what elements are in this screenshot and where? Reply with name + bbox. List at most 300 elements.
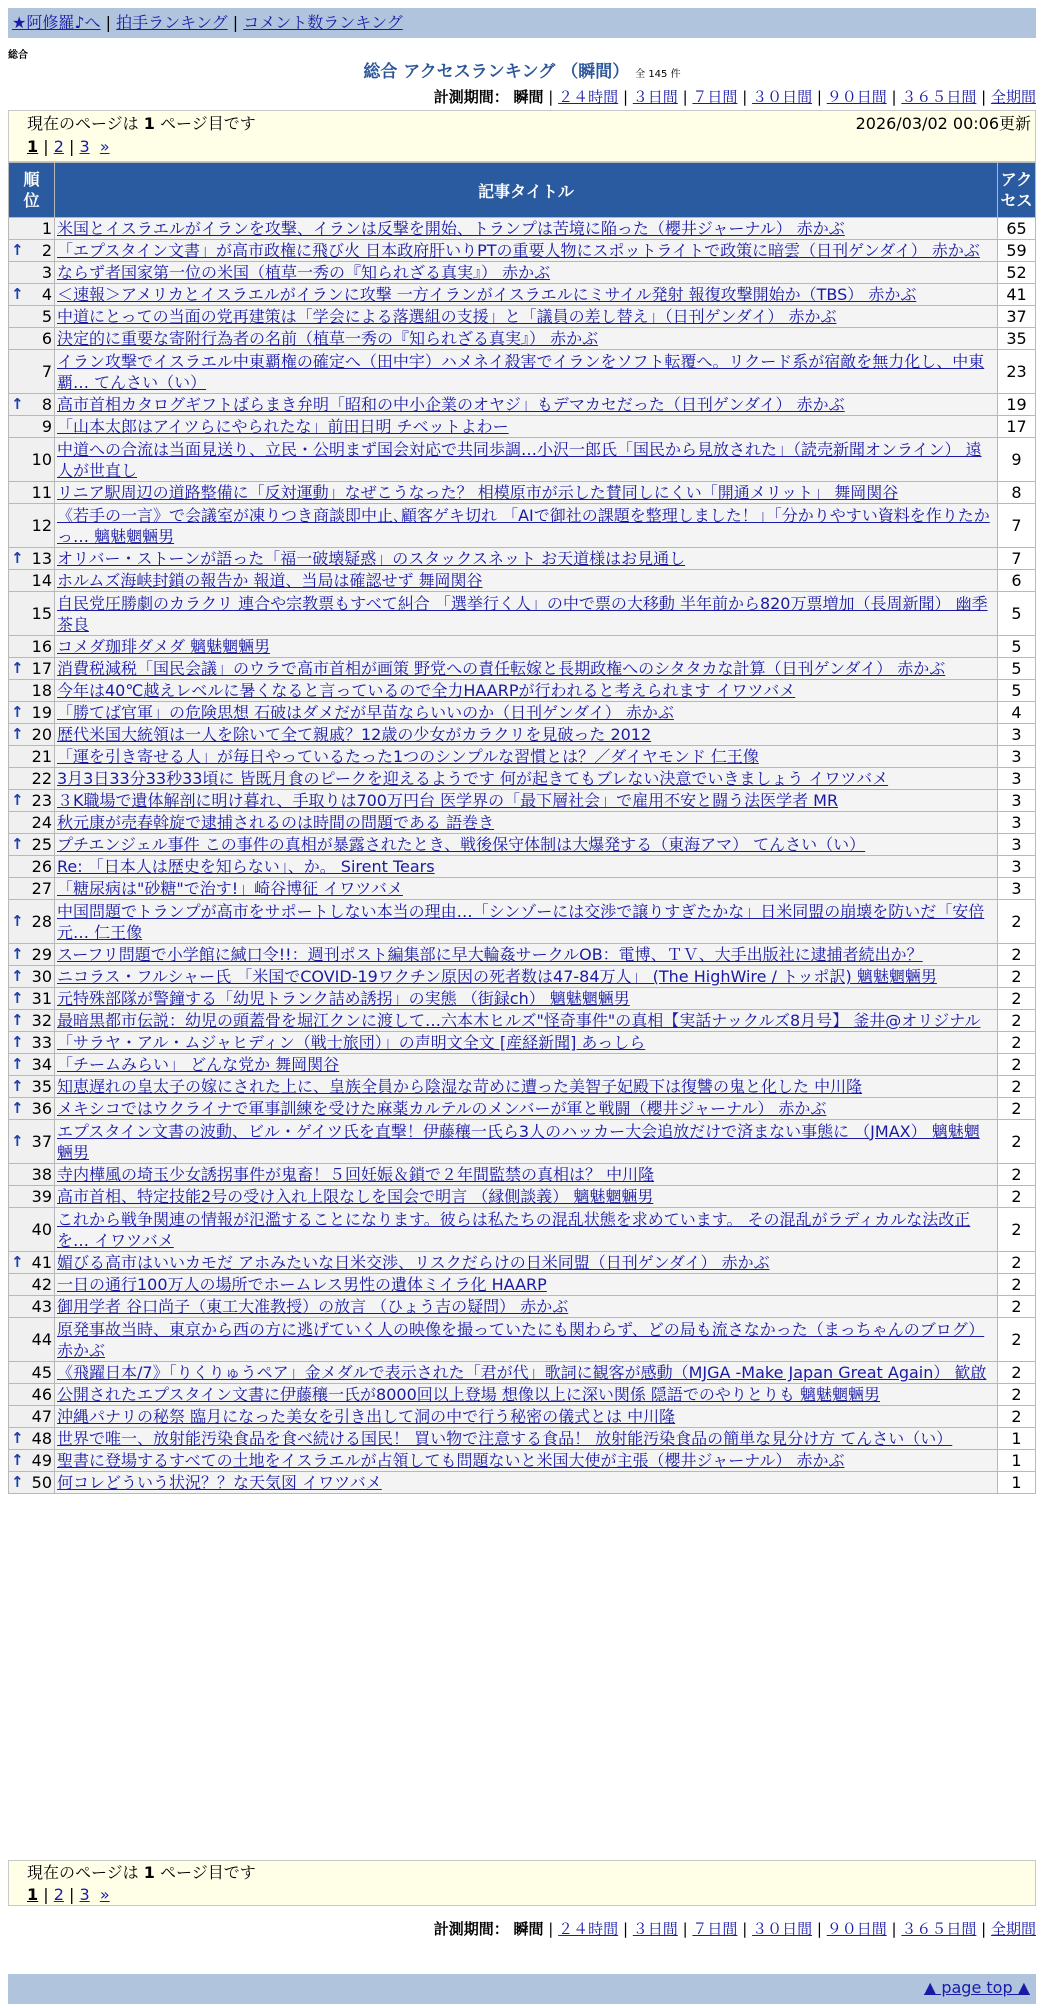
rank-number: 21 [31,747,52,766]
up-arrow-icon: ↑ [11,1253,24,1271]
rank-cell [9,284,55,306]
title-cell [55,240,998,262]
nav-separator: | [105,13,112,32]
access-count: 2 [998,1406,1036,1428]
period-separator: | [981,88,987,106]
rank-number: 32 [31,1011,52,1030]
access-count: 2 [998,966,1036,988]
page-info-text [27,113,256,135]
rank-number: 3 [41,263,52,282]
table-row [9,1472,1036,1494]
article-title-link[interactable]: 沖縄パナリの秘祭 臨月になった美女を引き出して洞の中で行う秘密の儀式とは 中川隆 [57,1407,676,1426]
article-title-link[interactable]: オリバー・ストーンが語った「福一破壊疑惑」のスタックスネット お天道様はお見通し [57,549,686,568]
rank-cell [9,438,55,482]
table-row [9,768,1036,790]
rank-cell [9,1450,55,1472]
rank-number: 25 [31,835,52,854]
pager-next-link[interactable]: » [99,1885,110,1904]
access-count: 4 [998,702,1036,724]
period-option-link[interactable]: ７日間 [692,88,738,106]
total-count: 全 145 件 [635,69,681,80]
rank-cell [9,1406,55,1428]
up-arrow-icon: ↑ [11,1099,24,1117]
article-title-link[interactable]: 世界で唯一、放射能汚染食品を食べ続ける国民！ 買い物で注意する食品！ 放射能汚染食品の簡単な見分け方 てんさい（い） [57,1429,953,1448]
table-row [9,702,1036,724]
section-label: 総合 [8,50,28,61]
pager-link[interactable]: 2 [53,1885,64,1904]
access-count: 1 [998,1472,1036,1494]
access-count: 2 [998,1054,1036,1076]
article-title-link[interactable]: コメダ珈琲ダメダ 魑魅魍魎男 [57,637,271,656]
rank-cell [9,262,55,284]
article-title-link[interactable]: 高市首相、特定技能2号の受け入れ上限なしを国会で明言 （縁側談義） 魑魅魍魎男 [57,1187,654,1206]
up-arrow-icon: ↑ [11,1473,24,1491]
rank-cell [9,790,55,812]
title-cell [55,1296,998,1318]
access-count: 6 [998,570,1036,592]
access-count: 5 [998,680,1036,702]
title-cell [55,966,998,988]
article-title-link[interactable]: プチエンジェル事件 この事件の真相が暴露されたとき、戦後保守体制は大爆発する（東海アマ） てんさい（い） [57,835,866,854]
page-info-bottom [8,1860,1036,1906]
title-cell [55,482,998,504]
pager-link[interactable]: 3 [79,137,90,156]
rank-number: 40 [31,1220,52,1239]
access-count: 19 [998,394,1036,416]
article-title-link[interactable]: 一日の通行100万人の場所でホームレス男性の遺体ミイラ化 HAARP [57,1275,547,1294]
period-option-link[interactable]: ３６５日間 [901,1920,977,1938]
period-separator: | [742,1920,748,1938]
access-count: 2 [998,944,1036,966]
nav-link-asyura[interactable]: ★阿修羅♪へ [12,13,101,32]
access-count: 1 [998,1450,1036,1472]
up-arrow-icon: ↑ [11,725,24,743]
article-title-link[interactable]: 最暗黒都市伝説：幼児の頭蓋骨を堀江クンに渡して…六本木ヒルズ"怪奇事件"の真相【実話ナックルズ8月号】 釜井@オリジナル [57,1011,981,1030]
title-cell [55,570,998,592]
nav-link-clap-ranking[interactable]: 拍手ランキング [116,13,228,32]
access-count: 5 [998,592,1036,636]
col-header-access: アクセス [998,163,1036,218]
rank-number: 20 [31,725,52,744]
table-row [9,350,1036,394]
article-title-link[interactable]: 公開されたエプスタイン文書に伊藤穰一氏が8000回以上登場 想像以上に深い関係 隠語でのやりとりも 魑魅魍魎男 [57,1385,881,1404]
table-row [9,966,1036,988]
title-cell [55,702,998,724]
pager [27,137,110,157]
access-count: 5 [998,636,1036,658]
period-option-link[interactable]: ２４時間 [558,88,619,106]
rank-number: 5 [41,307,52,326]
up-arrow-icon: ↑ [11,1429,24,1447]
article-title-link[interactable]: 「サラヤ・アル・ムジャヒディン（戦士旅団）」の声明文全文 [産経新聞] あっしら [57,1033,646,1052]
title-cell [55,1186,998,1208]
period-separator: | [981,1920,987,1938]
pager-link[interactable]: 3 [79,1885,90,1904]
article-title-link[interactable]: 秋元康が売春斡旋で逮捕されるのは時間の問題である 語巻き [57,813,495,832]
pager-current: 1 [27,1885,39,1904]
access-count: 2 [998,1362,1036,1384]
title-cell [55,1164,998,1186]
article-title-link[interactable]: 3月3日33分33秒33頃に 皆既月食のピークを迎えるようです 何が起きてもブレない決意でいきましょう イワツバメ [57,769,889,788]
article-title-link[interactable]: ニコラス・フルシャー氏 「米国でCOVID-19ワクチン原因の死者数は47-84万人」 (The HighWire / トッポ訳) 魑魅魍魎男 [57,967,937,986]
nav-separator: | [232,13,239,32]
page-info-suffix: ページ目です [154,1863,256,1882]
table-row [9,878,1036,900]
title-cell [55,1362,998,1384]
rank-number: 16 [31,637,52,656]
rank-cell [9,702,55,724]
up-arrow-icon: ↑ [11,241,24,259]
rank-number: 50 [31,1473,52,1492]
rank-number: 17 [31,659,52,678]
title-cell [55,746,998,768]
rank-number: 38 [31,1165,52,1184]
rank-cell [9,1428,55,1450]
title-cell [55,438,998,482]
table-row [9,1010,1036,1032]
table-row [9,812,1036,834]
up-arrow-icon: ↑ [11,549,24,567]
title-cell [55,1428,998,1450]
rank-number: 13 [31,549,52,568]
period-option-link[interactable]: ７日間 [692,1920,738,1938]
rank-number: 22 [31,769,52,788]
rank-number: 27 [31,879,52,898]
table-row [9,1384,1036,1406]
access-count: 3 [998,768,1036,790]
title-cell [55,856,998,878]
page-info-prefix: 現在のページは [27,1863,144,1882]
article-title-link[interactable]: 寺内樺風の埼玉少女誘拐事件が鬼畜！５回妊娠＆鎖で２年間監禁の真相は？ 中川隆 [57,1165,655,1184]
rank-number: 2 [41,241,52,260]
access-count: 3 [998,812,1036,834]
rank-cell [9,724,55,746]
pager-separator: | [43,137,49,156]
rank-number: 15 [31,604,52,623]
page-info-number: 1 [143,114,155,133]
period-option-link[interactable]: ３０日間 [752,1920,813,1938]
article-title-link[interactable]: 米国とイスラエルがイランを攻撃、イランは反撃を開始、トランプは苦境に陥った（櫻井ジャーナル） 赤かぶ [57,219,845,238]
article-title-link[interactable]: イラン攻撃でイスラエル中東覇権の確定へ（田中宇）ハメネイ殺害でイランをソフト転覆へ。リクード系が宿敵を無力化し、中東覇… てんさい（い） [57,351,985,392]
article-title-link[interactable]: 《飛躍日本/7》「りくりゅうペア」金メダルで表示された「君が代」歌詞に観客が感動（MJGA -Make Japan Great Again） 歓啟 [57,1363,987,1382]
up-arrow-icon: ↑ [11,395,24,413]
article-title-link[interactable]: 中道への合流は当面見送り、立民・公明まず国会対応で共同歩調…小沢一郎氏「国民から見放された」（読売新聞オンライン） 遠人が世直し [57,439,982,480]
table-row [9,988,1036,1010]
period-option-link[interactable]: ９０日間 [826,1920,887,1938]
article-title-link[interactable]: 御用学者 谷口尚子（東工大准教授）の放言 （ひょう吉の疑問） 赤かぶ [57,1297,569,1316]
period-option-link[interactable]: ３日間 [632,88,678,106]
access-count: 41 [998,284,1036,306]
article-title-link[interactable]: 「山本太郎はアイツらにやられたな」前田日明 チベットよわー [57,417,509,436]
page-info-suffix: ページ目です [154,114,256,133]
title-cell [55,262,998,284]
article-title-link[interactable]: 「エプスタイン文書」が高市政権に飛び火 日本政府肝いりPTの重要人物にスポットライトで政策に暗雲（日刊ゲンダイ） 赤かぶ [57,241,980,260]
period-option-link[interactable]: ２４時間 [558,1920,619,1938]
pager-separator: | [69,1885,75,1904]
article-title-link[interactable]: ＜速報＞アメリカとイスラエルがイランに攻撃 一方イランがイスラエルにミサイル発射 報復攻撃開始か（TBS） 赤かぶ [57,285,917,304]
rank-number: 10 [31,450,52,469]
table-row [9,856,1036,878]
rank-number: 9 [41,417,52,436]
rank-number: 47 [31,1407,52,1426]
pager-next-link[interactable]: » [99,137,110,156]
period-option-link[interactable]: ９０日間 [826,88,887,106]
rank-cell [9,636,55,658]
access-count: 2 [998,1384,1036,1406]
table-row [9,394,1036,416]
title-cell [55,812,998,834]
rank-cell [9,394,55,416]
article-title-link[interactable]: 「勝てば官軍」の危険思想 石破はダメだが早苗ならいいのか（日刊ゲンダイ） 赤かぶ [57,703,674,722]
article-title-link[interactable]: 中国問題でトランプが高市をサポートしない本当の理由…「シンゾーには交渉で譲りすぎたかな」日米同盟の崩壊を防いだ「安倍元… 仁王像 [57,901,985,942]
access-count: 2 [998,1164,1036,1186]
table-row [9,262,1036,284]
title-cell [55,680,998,702]
title-cell [55,878,998,900]
rank-cell [9,768,55,790]
article-title-link[interactable]: 知恵遅れの皇太子の嫁にされた上に、皇族全員から陰湿な苛めに遭った美智子妃殿下は復讐の鬼と化した 中川隆 [57,1077,863,1096]
table-row [9,1362,1036,1384]
title-cell [55,944,998,966]
rank-number: 33 [31,1033,52,1052]
rank-cell [9,548,55,570]
rank-number: 11 [31,483,52,502]
period-separator: | [742,88,748,106]
rank-number: 45 [31,1363,52,1382]
table-row [9,438,1036,482]
title-cell [55,1406,998,1428]
access-count: 2 [998,1032,1036,1054]
table-row [9,680,1036,702]
access-count: 37 [998,306,1036,328]
access-count: 2 [998,1318,1036,1362]
rank-cell [9,1252,55,1274]
access-count: 2 [998,1098,1036,1120]
rank-number: 1 [41,219,52,238]
period-selector-bottom [434,1918,1036,1940]
rank-cell [9,1032,55,1054]
page-info-number: 1 [143,1863,155,1882]
page-title-block [0,60,1044,87]
article-title-link[interactable]: 媚びる高市はいいカモだ アホみたいな日米交渉、リスクだらけの日米同盟（日刊ゲンダイ） 赤かぶ [57,1253,770,1272]
rank-cell [9,878,55,900]
rank-cell [9,1208,55,1252]
access-count: 3 [998,724,1036,746]
period-current: 瞬間 [513,1920,544,1938]
period-option-link[interactable]: ３日間 [632,1920,678,1938]
article-title-link[interactable]: スーフリ問題で小学館に緘口令!!：週刊ポスト編集部に早大輪姦サークルOB：電博、ＴＶ、大手出版社に逮捕者続出か？ [57,945,923,964]
rank-cell [9,350,55,394]
rank-cell [9,680,55,702]
access-count: 2 [998,1296,1036,1318]
title-cell [55,900,998,944]
article-title-link[interactable]: 「チームみらい」 どんな党か 舞岡関谷 [57,1055,340,1074]
rank-cell [9,812,55,834]
title-cell [55,1010,998,1032]
up-arrow-icon: ↑ [11,1132,24,1150]
table-row [9,790,1036,812]
rank-number: 35 [31,1077,52,1096]
rank-cell [9,328,55,350]
table-row [9,636,1036,658]
rank-number: 44 [31,1330,52,1349]
ranking-table [8,162,1036,1494]
access-count: 65 [998,218,1036,240]
title-cell [55,592,998,636]
access-count: 2 [998,1186,1036,1208]
rank-cell [9,1274,55,1296]
rank-number: 48 [31,1429,52,1448]
table-row [9,1032,1036,1054]
rank-cell [9,1362,55,1384]
table-row [9,1120,1036,1164]
page-info-text [27,1863,256,1883]
rank-number: 8 [41,395,52,414]
table-row [9,1318,1036,1362]
article-title-link[interactable]: 「糖尿病は"砂糖"で治す!」崎谷博征 イワツバメ [57,879,403,898]
rank-cell [9,482,55,504]
rank-number: 19 [31,703,52,722]
period-option-link[interactable]: 全期間 [990,1920,1036,1938]
title-cell [55,768,998,790]
period-separator: | [816,88,822,106]
table-row [9,1450,1036,1472]
rank-number: 31 [31,989,52,1008]
article-title-link[interactable]: これから戦争関連の情報が氾濫することになります。彼らは私たちの混乱状態を求めています。 その混乱がラディカルな法改正を… イワツバメ [57,1209,971,1250]
article-title-link[interactable]: 「運を引き寄せる人」が毎日やっているたった1つのシンプルな習慣とは？／ダイヤモンド 仁王像 [57,747,759,766]
article-title-link[interactable]: Re: 「日本人は歴史を知らない」、か。 Sirent Tears [57,857,435,876]
period-separator: | [622,88,628,106]
rank-number: 49 [31,1451,52,1470]
table-row [9,1406,1036,1428]
title-cell [55,1318,998,1362]
access-count: 23 [998,350,1036,394]
table-row [9,218,1036,240]
rank-number: 30 [31,967,52,986]
period-label: 計測期間： [433,1920,509,1938]
up-arrow-icon: ↑ [11,703,24,721]
article-title-link[interactable]: 高市首相カタログギフトばらまき弁明「昭和の中小企業のオヤジ」もデマカセだった（日刊ゲンダイ） 赤かぶ [57,395,845,414]
nav-link-comment-ranking[interactable]: コメント数ランキング [243,13,403,32]
access-count: 2 [998,1208,1036,1252]
table-row [9,1186,1036,1208]
article-title-link[interactable]: ならず者国家第一位の米国（植草一秀の『知られざる真実』） 赤かぶ [57,263,551,282]
table-row [9,570,1036,592]
article-title-link[interactable]: 聖書に登場するすべての土地をイスラエルが占領しても問題ないと米国大使が主張（櫻井ジャーナル） 赤かぶ [57,1451,845,1470]
up-arrow-icon: ↑ [11,945,24,963]
table-row [9,1252,1036,1274]
rank-number: 28 [31,912,52,931]
rank-cell [9,504,55,548]
rank-cell [9,592,55,636]
rank-number: 12 [31,516,52,535]
updated-timestamp: 2026/03/02 00:06更新 [855,114,1031,133]
rank-number: 42 [31,1275,52,1294]
article-title-link[interactable]: 原発事故当時、東京から西の方に逃げていく人の映像を撮っていたにも関わらず、どの局も流さなかった（まっちゃんのブログ） 赤かぶ [57,1319,985,1360]
up-arrow-icon: ↑ [11,285,24,303]
article-title-link[interactable]: 決定的に重要な寄附行為者の名前（植草一秀の『知られざる真実』） 赤かぶ [57,329,599,348]
table-row [9,1076,1036,1098]
rank-cell [9,1076,55,1098]
period-separator: | [891,1920,897,1938]
rank-number: 37 [31,1132,52,1151]
access-count: 9 [998,438,1036,482]
title-cell [55,1252,998,1274]
article-title-link[interactable]: 歴代米国大統領は一人を除いて全て親戚？12歳の少女がカラクリを見破った 2012 [57,725,652,744]
rank-cell [9,1296,55,1318]
period-option-link[interactable]: 全期間 [990,88,1036,106]
pager-link[interactable]: 2 [53,137,64,156]
table-row [9,284,1036,306]
up-arrow-icon: ↑ [11,989,24,1007]
rank-number: 14 [31,571,52,590]
footer-bar [8,1974,1036,2004]
rank-cell [9,306,55,328]
article-title-link[interactable]: リニア駅周辺の道路整備に「反対運動」なぜこうなった？ 相模原市が示した賛同しにくい「開通メリット」 舞岡関谷 [57,483,899,502]
access-count: 2 [998,988,1036,1010]
col-header-title: 記事タイトル [55,163,998,218]
page-top-link[interactable]: ▲ page top ▲ [923,1978,1030,1997]
article-title-link[interactable]: 何コレどういう状況？？な天気図 イワツバメ [57,1473,382,1492]
title-cell [55,1274,998,1296]
rank-number: 23 [31,791,52,810]
table-row [9,1296,1036,1318]
rank-cell [9,1120,55,1164]
period-option-link[interactable]: ３０日間 [752,88,813,106]
period-label: 計測期間： [433,88,509,106]
table-row [9,746,1036,768]
table-row [9,900,1036,944]
title-cell [55,394,998,416]
table-row [9,548,1036,570]
article-title-link[interactable]: ３K職場で遺体解剖に明け暮れ、手取りは700万円台 医学界の「最下層社会」で雇用不安と闘う法医学者 MR [57,791,839,810]
rank-cell [9,966,55,988]
article-title-link[interactable]: エプスタイン文書の波動、ビル・ゲイツ氏を直撃！伊藤穰一氏ら3人のハッカー大会追放だけで済まない事態に （JMAX） 魑魅魍魎男 [57,1121,980,1162]
article-title-link[interactable]: メキシコではウクライナで軍事訓練を受けた麻薬カルテルのメンバーが軍と戦闘（櫻井ジャーナル） 赤かぶ [57,1099,827,1118]
article-title-link[interactable]: 元特殊部隊が警鐘する「幼児トランク詰め誘拐」の実態 （街録ch） 魑魅魍魎男 [57,989,630,1008]
rank-number: 36 [31,1099,52,1118]
article-title-link[interactable]: 消費税減税「国民会議」のウラで高市首相が画策 野党への責任転嫁と長期政権へのシタタカな計算（日刊ゲンダイ） 赤かぶ [57,659,946,678]
title-cell [55,658,998,680]
rank-cell [9,1098,55,1120]
pager [27,1885,110,1905]
article-title-link[interactable]: 今年は40℃越えレベルに暑くなると言っているので全力HAARPが行われると考えられます イワツバメ [57,681,796,700]
article-title-link[interactable]: ホルムズ海峡封鎖の報告か 報道、当局は確認せず 舞岡関谷 [57,571,483,590]
rank-number: 39 [31,1187,52,1206]
title-cell [55,284,998,306]
article-title-link[interactable]: 自民党圧勝劇のカラクリ 連合や宗教票もすべて糾合 「選挙行く人」の中で票の大移動 半年前から820万票増加（長周新聞） 幽季 茶良 [57,593,988,634]
access-count: 2 [998,1274,1036,1296]
article-title-link[interactable]: 《若手の一言》で会議室が凍りつき商談即中止､顧客ゲキ切れ 「AIで御社の課題を整理しました！」「分かりやすい資料を作りたかっ… 魑魅魍魎男 [57,505,990,546]
article-title-link[interactable]: 中道にとっての当面の党再建策は「学会による落選組の支援」と「議員の差し替え」（日刊ゲンダイ） 赤かぶ [57,307,837,326]
table-row [9,724,1036,746]
rank-cell [9,1054,55,1076]
title-cell [55,1472,998,1494]
period-option-link[interactable]: ３６５日間 [901,88,977,106]
title-cell [55,504,998,548]
rank-cell [9,988,55,1010]
title-cell [55,1384,998,1406]
up-arrow-icon: ↑ [11,1011,24,1029]
access-count: 2 [998,1010,1036,1032]
title-cell [55,790,998,812]
rank-number: 7 [41,362,52,381]
rank-number: 26 [31,857,52,876]
access-count: 2 [998,1120,1036,1164]
rank-cell [9,1384,55,1406]
rank-cell [9,570,55,592]
access-count: 8 [998,482,1036,504]
